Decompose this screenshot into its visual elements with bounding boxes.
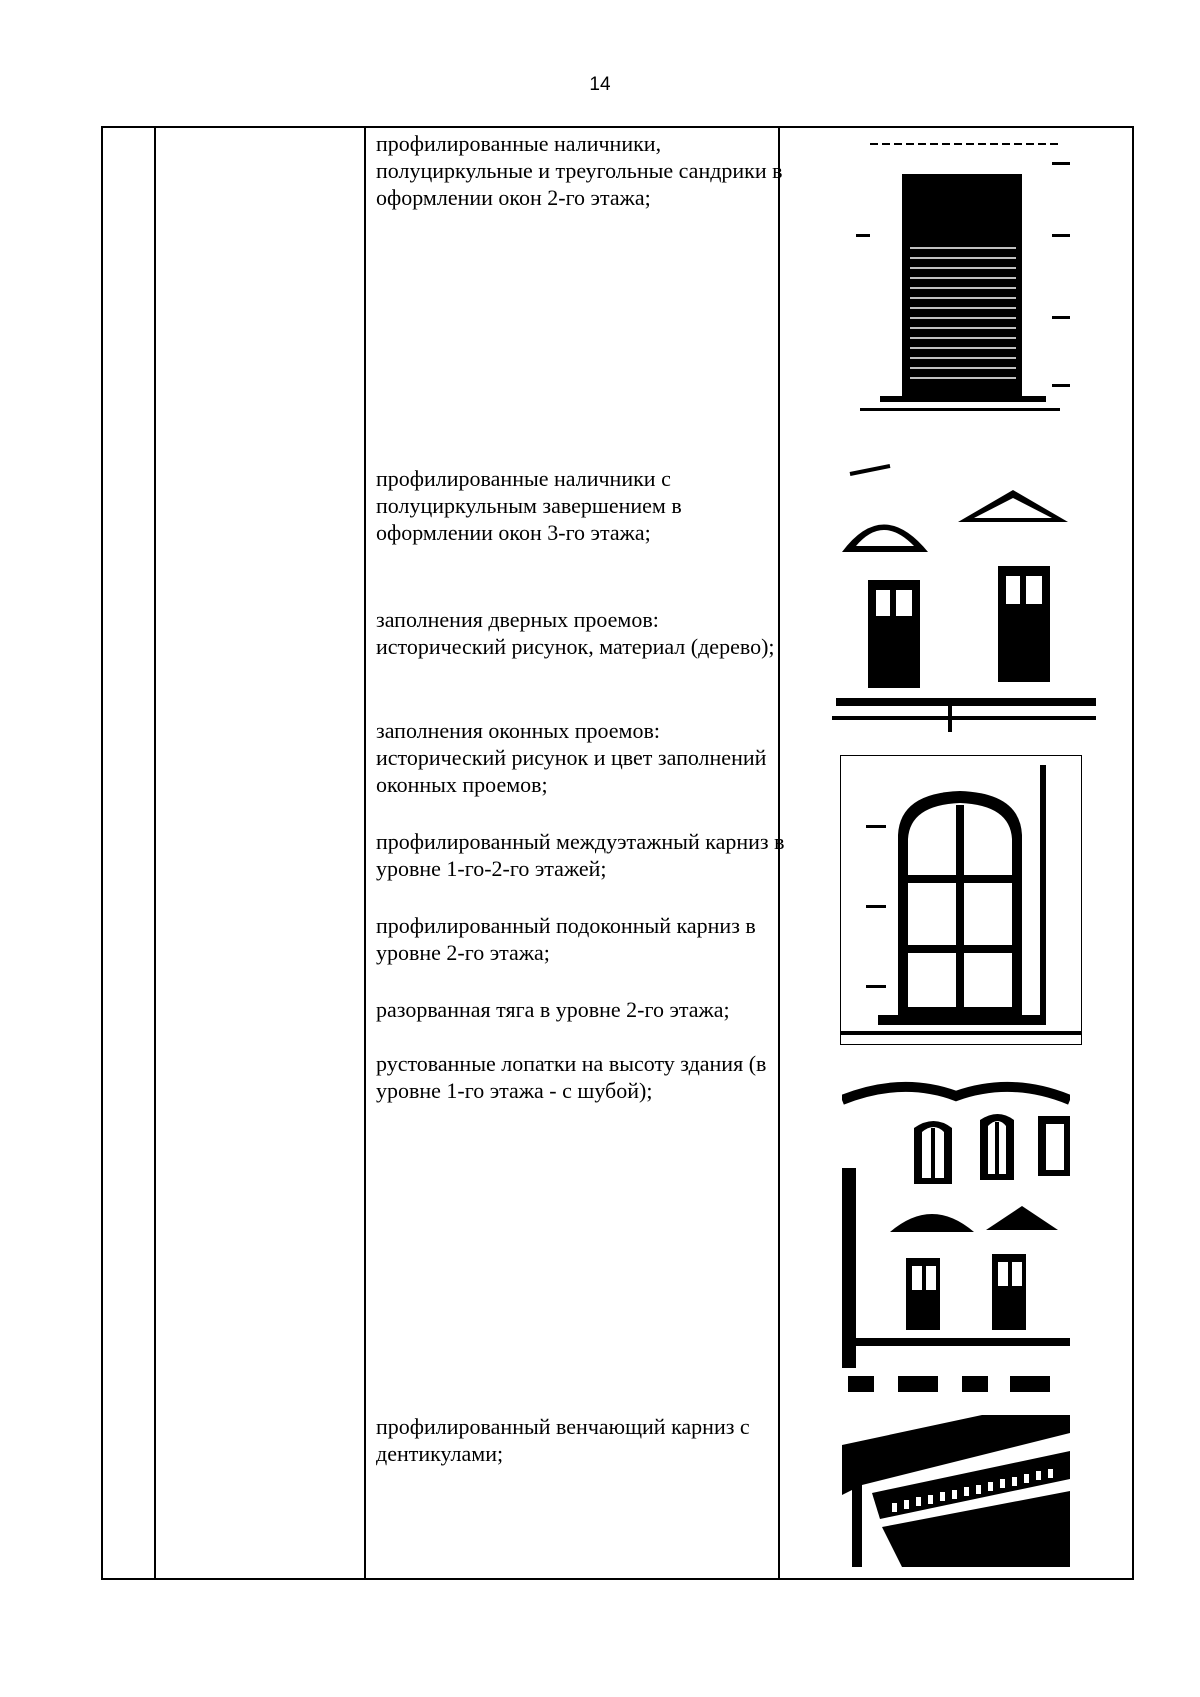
photo-facade [842, 1068, 1070, 1396]
photo-window-shutter [840, 138, 1082, 436]
item-window-fillings: заполнения оконных проемов: исторический рисунок и цвет заполнений оконных проемов; [376, 718, 767, 797]
item-interfloor-cornice: профилированный междуэтажный карниз в уровне 1-го-2-го этажей; [376, 829, 785, 881]
column-divider-2 [364, 126, 366, 1580]
item-window-trims-3rd-floor: профилированные наличники с полуциркульным завершением в оформлении окон 3-го этажа; [376, 466, 682, 545]
photo-arched-window [840, 755, 1082, 1045]
column-divider-1 [154, 126, 156, 1580]
item-broken-band: разорванная тяга в уровне 2-го этажа; [376, 997, 730, 1022]
item-window-trims-2nd-floor: профилированные наличники, полуциркульные и треугольные сандрики в оформлении окон 2-го этажа; [376, 131, 783, 210]
item-sill-cornice: профилированный подоконный карниз в уровне 2-го этажа; [376, 913, 756, 965]
photo-sandriki-windows [828, 462, 1096, 732]
photo-cornice-denticles [842, 1415, 1070, 1567]
item-crowning-cornice: профилированный венчающий карниз с дентикулами; [376, 1414, 750, 1466]
item-rusticated-pilasters: рустованные лопатки на высоту здания (в уровне 1-го этажа - с шубой); [376, 1051, 767, 1103]
item-door-fillings: заполнения дверных проемов: исторический рисунок, материал (дерево); [376, 607, 775, 659]
page-number: 14 [589, 74, 611, 95]
